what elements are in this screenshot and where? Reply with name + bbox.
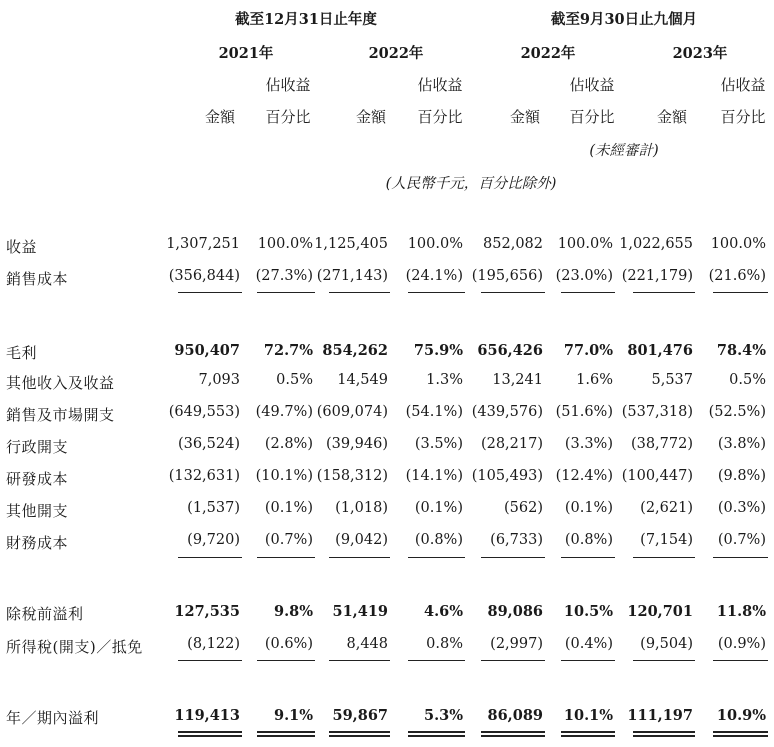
subtotal-rule: [561, 660, 615, 661]
subtotal-rule: [329, 660, 390, 661]
subtotal-rule: [481, 292, 545, 293]
pct-header-top: 佔收益: [417, 76, 463, 94]
amount-cell: 5,537: [651, 372, 693, 388]
percentage-cell: (0.1%): [414, 500, 463, 516]
amount-cell: 89,086: [487, 603, 543, 620]
table-row: [0, 436, 774, 458]
subtotal-rule: [481, 557, 545, 558]
amount-cell: 13,241: [492, 372, 543, 388]
amount-cell: 852,082: [483, 236, 543, 252]
table-row: [0, 268, 774, 290]
row-label: 其他開支: [6, 502, 69, 520]
amount-cell: (562): [504, 500, 543, 516]
percentage-cell: 1.3%: [426, 372, 463, 388]
percentage-cell: (54.1%): [405, 404, 463, 420]
amount-cell: (8,122): [187, 636, 240, 652]
amount-header: 金額: [656, 108, 688, 126]
row-label: 行政開支: [6, 438, 69, 456]
total-double-rule: [257, 731, 315, 737]
percentage-cell: (0.3%): [717, 500, 766, 516]
amount-cell: (195,656): [471, 268, 543, 284]
unaudited-note: (未經審計): [589, 143, 659, 159]
amount-header: 金額: [509, 108, 541, 126]
percentage-cell: 1.6%: [576, 372, 613, 388]
total-double-rule: [633, 731, 695, 737]
amount-cell: (271,143): [316, 268, 388, 284]
percentage-cell: 0.5%: [729, 372, 766, 388]
percentage-cell: 77.0%: [563, 342, 613, 359]
table-row: [0, 236, 774, 258]
amount-cell: (28,217): [480, 436, 543, 452]
amount-cell: 854,262: [322, 342, 388, 359]
row-label: 銷售成本: [6, 270, 69, 288]
subtotal-rule: [178, 292, 242, 293]
subtotal-rule: [713, 557, 768, 558]
amount-cell: (100,447): [621, 468, 693, 484]
amount-cell: (439,576): [471, 404, 543, 420]
pct-header-bottom: 百分比: [417, 108, 463, 126]
subtotal-rule: [178, 557, 242, 558]
pct-header-bottom: 百分比: [720, 108, 766, 126]
amount-cell: (1,537): [187, 500, 240, 516]
table-row: [0, 342, 774, 364]
table-row: [0, 707, 774, 729]
row-label: 研發成本: [6, 470, 69, 488]
amount-cell: (221,179): [621, 268, 693, 284]
percentage-cell: (2.8%): [264, 436, 313, 452]
percentage-cell: (0.8%): [564, 532, 613, 548]
row-label: 所得稅(開支)／抵免: [6, 638, 143, 656]
amount-cell: (9,504): [640, 636, 693, 652]
amount-cell: (7,154): [640, 532, 693, 548]
amount-cell: (6,733): [490, 532, 543, 548]
row-label: 年／期內溢利: [6, 709, 100, 727]
percentage-cell: (24.1%): [405, 268, 463, 284]
percentage-cell: 9.8%: [273, 603, 313, 620]
year-header-2023: 2023年: [672, 45, 728, 62]
amount-cell: 120,701: [627, 603, 693, 620]
amount-cell: (105,493): [471, 468, 543, 484]
percentage-cell: (0.7%): [717, 532, 766, 548]
amount-cell: 14,549: [337, 372, 388, 388]
subtotal-rule: [713, 660, 768, 661]
subtotal-rule: [257, 292, 315, 293]
percentage-cell: (0.1%): [564, 500, 613, 516]
subtotal-rule: [178, 660, 242, 661]
table-row: [0, 532, 774, 554]
percentage-cell: 100.0%: [557, 236, 613, 252]
amount-cell: (9,720): [187, 532, 240, 548]
percentage-cell: 5.3%: [423, 707, 463, 724]
table-row: [0, 636, 774, 658]
amount-cell: 801,476: [627, 342, 693, 359]
amount-cell: 7,093: [198, 372, 240, 388]
percentage-cell: (0.7%): [264, 532, 313, 548]
pct-header-top: 佔收益: [265, 76, 311, 94]
percentage-cell: (9.8%): [717, 468, 766, 484]
amount-cell: (537,318): [621, 404, 693, 420]
row-label: 收益: [6, 238, 38, 256]
year-header-2022-fy: 2022年: [368, 45, 424, 62]
subtotal-rule: [257, 660, 315, 661]
amount-cell: (649,553): [168, 404, 240, 420]
percentage-cell: 0.8%: [426, 636, 463, 652]
table-row: [0, 500, 774, 522]
percentage-cell: (23.0%): [555, 268, 613, 284]
amount-cell: (2,621): [640, 500, 693, 516]
amount-cell: 59,867: [332, 707, 388, 724]
total-double-rule: [713, 731, 768, 737]
percentage-cell: 10.9%: [716, 707, 766, 724]
amount-cell: (36,524): [177, 436, 240, 452]
amount-cell: (132,631): [168, 468, 240, 484]
table-row: [0, 468, 774, 490]
row-label: 財務成本: [6, 534, 69, 552]
pct-header-bottom: 百分比: [569, 108, 615, 126]
amount-cell: (2,997): [490, 636, 543, 652]
subtotal-rule: [257, 557, 315, 558]
table-row: [0, 404, 774, 426]
percentage-cell: 9.1%: [273, 707, 313, 724]
subtotal-rule: [561, 292, 615, 293]
percentage-cell: (12.4%): [555, 468, 613, 484]
subtotal-rule: [633, 292, 695, 293]
amount-cell: 1,125,405: [314, 236, 388, 252]
total-double-rule: [178, 731, 242, 737]
percentage-cell: 11.8%: [716, 603, 766, 620]
amount-cell: 8,448: [346, 636, 388, 652]
percentage-cell: (0.6%): [264, 636, 313, 652]
percentage-cell: (49.7%): [255, 404, 313, 420]
amount-cell: 51,419: [332, 603, 388, 620]
amount-cell: 1,022,655: [619, 236, 693, 252]
pct-header-bottom: 百分比: [265, 108, 311, 126]
percentage-cell: (3.5%): [414, 436, 463, 452]
amount-cell: (609,074): [316, 404, 388, 420]
amount-cell: 119,413: [174, 707, 240, 724]
percentage-cell: (21.6%): [708, 268, 766, 284]
percentage-cell: (0.9%): [717, 636, 766, 652]
percentage-cell: (0.4%): [564, 636, 613, 652]
percentage-cell: (27.3%): [255, 268, 313, 284]
amount-cell: 950,407: [174, 342, 240, 359]
percentage-cell: (14.1%): [405, 468, 463, 484]
subtotal-rule: [408, 557, 465, 558]
year-header-2021: 2021年: [218, 45, 274, 62]
row-label: 毛利: [6, 344, 38, 362]
row-label: 銷售及市場開支: [6, 406, 115, 424]
amount-cell: 656,426: [477, 342, 543, 359]
amount-cell: (39,946): [325, 436, 388, 452]
percentage-cell: 100.0%: [257, 236, 313, 252]
percentage-cell: 75.9%: [413, 342, 463, 359]
period-header-fy: 截至12月31日止年度: [235, 11, 377, 28]
amount-cell: 1,307,251: [166, 236, 240, 252]
pct-header-top: 佔收益: [720, 76, 766, 94]
amount-cell: 86,089: [487, 707, 543, 724]
amount-cell: (38,772): [630, 436, 693, 452]
table-row: [0, 372, 774, 394]
subtotal-rule: [633, 660, 695, 661]
total-double-rule: [481, 731, 545, 737]
amount-cell: (158,312): [316, 468, 388, 484]
subtotal-rule: [633, 557, 695, 558]
subtotal-rule: [408, 292, 465, 293]
pct-header-top: 佔收益: [569, 76, 615, 94]
period-header-9m: 截至9月30日止九個月: [550, 11, 698, 28]
percentage-cell: 10.5%: [563, 603, 613, 620]
total-double-rule: [329, 731, 390, 737]
subtotal-rule: [408, 660, 465, 661]
percentage-cell: (3.3%): [564, 436, 613, 452]
year-header-2022-9m: 2022年: [520, 45, 576, 62]
percentage-cell: 72.7%: [263, 342, 313, 359]
subtotal-rule: [713, 292, 768, 293]
total-double-rule: [561, 731, 615, 737]
amount-cell: (1,018): [335, 500, 388, 516]
percentage-cell: (0.8%): [414, 532, 463, 548]
percentage-cell: (3.8%): [717, 436, 766, 452]
amount-cell: (356,844): [168, 268, 240, 284]
percentage-cell: (0.1%): [264, 500, 313, 516]
amount-header: 金額: [204, 108, 236, 126]
total-double-rule: [408, 731, 465, 737]
percentage-cell: 4.6%: [423, 603, 463, 620]
amount-cell: 111,197: [627, 707, 693, 724]
amount-cell: 127,535: [174, 603, 240, 620]
subtotal-rule: [329, 292, 390, 293]
percentage-cell: (51.6%): [555, 404, 613, 420]
subtotal-rule: [481, 660, 545, 661]
percentage-cell: 10.1%: [563, 707, 613, 724]
unit-note: (人民幣千元，百分比除外): [385, 176, 557, 192]
percentage-cell: 0.5%: [276, 372, 313, 388]
percentage-cell: 100.0%: [710, 236, 766, 252]
percentage-cell: 100.0%: [407, 236, 463, 252]
percentage-cell: (10.1%): [255, 468, 313, 484]
amount-cell: (9,042): [335, 532, 388, 548]
amount-header: 金額: [355, 108, 387, 126]
subtotal-rule: [561, 557, 615, 558]
table-row: [0, 603, 774, 625]
row-label: 除稅前溢利: [6, 605, 84, 623]
percentage-cell: (52.5%): [708, 404, 766, 420]
row-label: 其他收入及收益: [6, 374, 115, 392]
subtotal-rule: [329, 557, 390, 558]
percentage-cell: 78.4%: [716, 342, 766, 359]
